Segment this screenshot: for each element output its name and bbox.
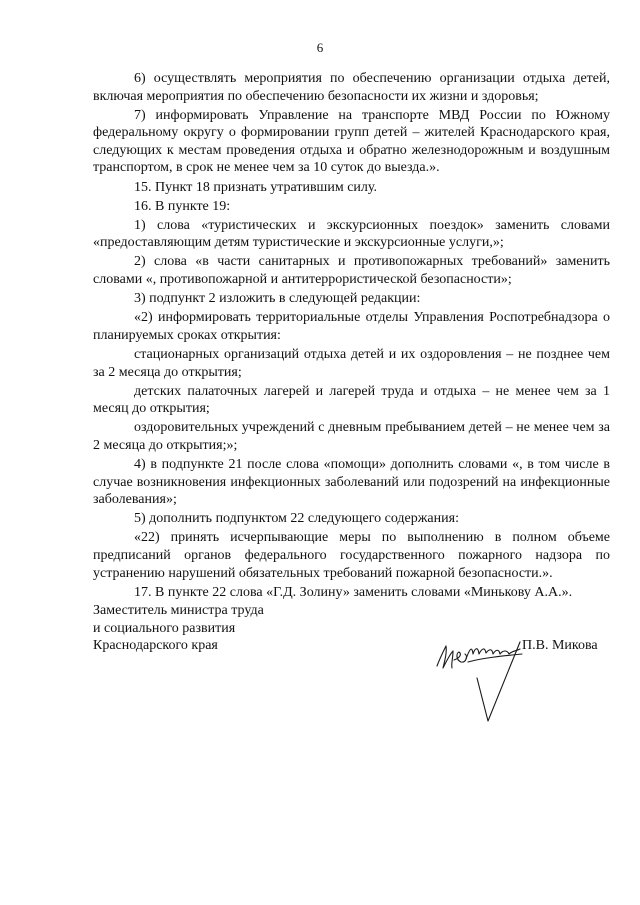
paragraph: оздоровительных учреждений с дневным пребыванием детей – не менее чем за 2 месяца до открытия;»; [93,420,610,453]
signer-name: П.В. Микова [522,638,598,653]
paragraph: 16. В пункте 19: [134,198,231,214]
paragraph: «22) принять исчерпывающие меры по выполнению в полном объеме предписаний органов федерального государственного пожарного надзора по устранению нарушений обязательных требований пожарной безопасности.». [93,530,610,581]
paragraph: 5) дополнить подпунктом 22 следующего содержания: [134,511,459,527]
paragraph: 7) информировать Управление на транспорте МВД России по Южному федеральному округу о формировании групп детей – жителей Краснодарского края, следующих к местам проведения отдыха и обратно железнодорожным и воздушным транспортом, в срок не менее чем за 10 суток до выезда.». [93,107,610,176]
position-line: Заместитель министра труда [93,603,264,618]
signatory-position [93,602,323,655]
paragraph: «2) информировать территориальные отделы Управления Роспотребнадзора о планируемых сроках открытия: [93,310,610,343]
handwritten-signature [432,618,527,733]
paragraph: 4) в подпункте 21 после слова «помощи» дополнить словами «, в том числе в случае возникновения инфекционных заболеваний или подозрений на инфекционные заболевания»; [93,456,610,508]
paragraph: 3) подпункт 2 изложить в следующей редакции: [134,291,421,307]
paragraph: 15. Пункт 18 признать утратившим силу. [134,179,377,195]
paragraph: 17. В пункте 22 слова «Г.Д. Золину» заменить словами «Минькову А.А.». [134,584,573,600]
page-number: 6 [316,40,324,55]
paragraph: стационарных организаций отдыха детей и их оздоровления – не позднее чем за 2 месяца до открытия; [93,346,610,380]
paragraph: 6) осуществлять мероприятия по обеспечению организации отдыха детей, включая мероприятия по обеспечению безопасности их жизни и здоровья; [93,71,610,104]
document-body [93,70,610,601]
position-line: Краснодарского края [93,638,218,654]
paragraph: 1) слова «туристических и экскурсионных поездок» заменить словами «предоставляющим детям туристические и экскурсионные услуги,»; [93,217,610,251]
position-line: и социального развития [93,620,236,636]
paragraph: детских палаточных лагерей и лагерей труда и отдыха – не менее чем за 1 месяц до открытия; [93,383,610,417]
paragraph: 2) слова «в части санитарных и противопожарных требований» заменить словами «, противопожарной и антитеррористической безопасности»; [93,254,610,288]
